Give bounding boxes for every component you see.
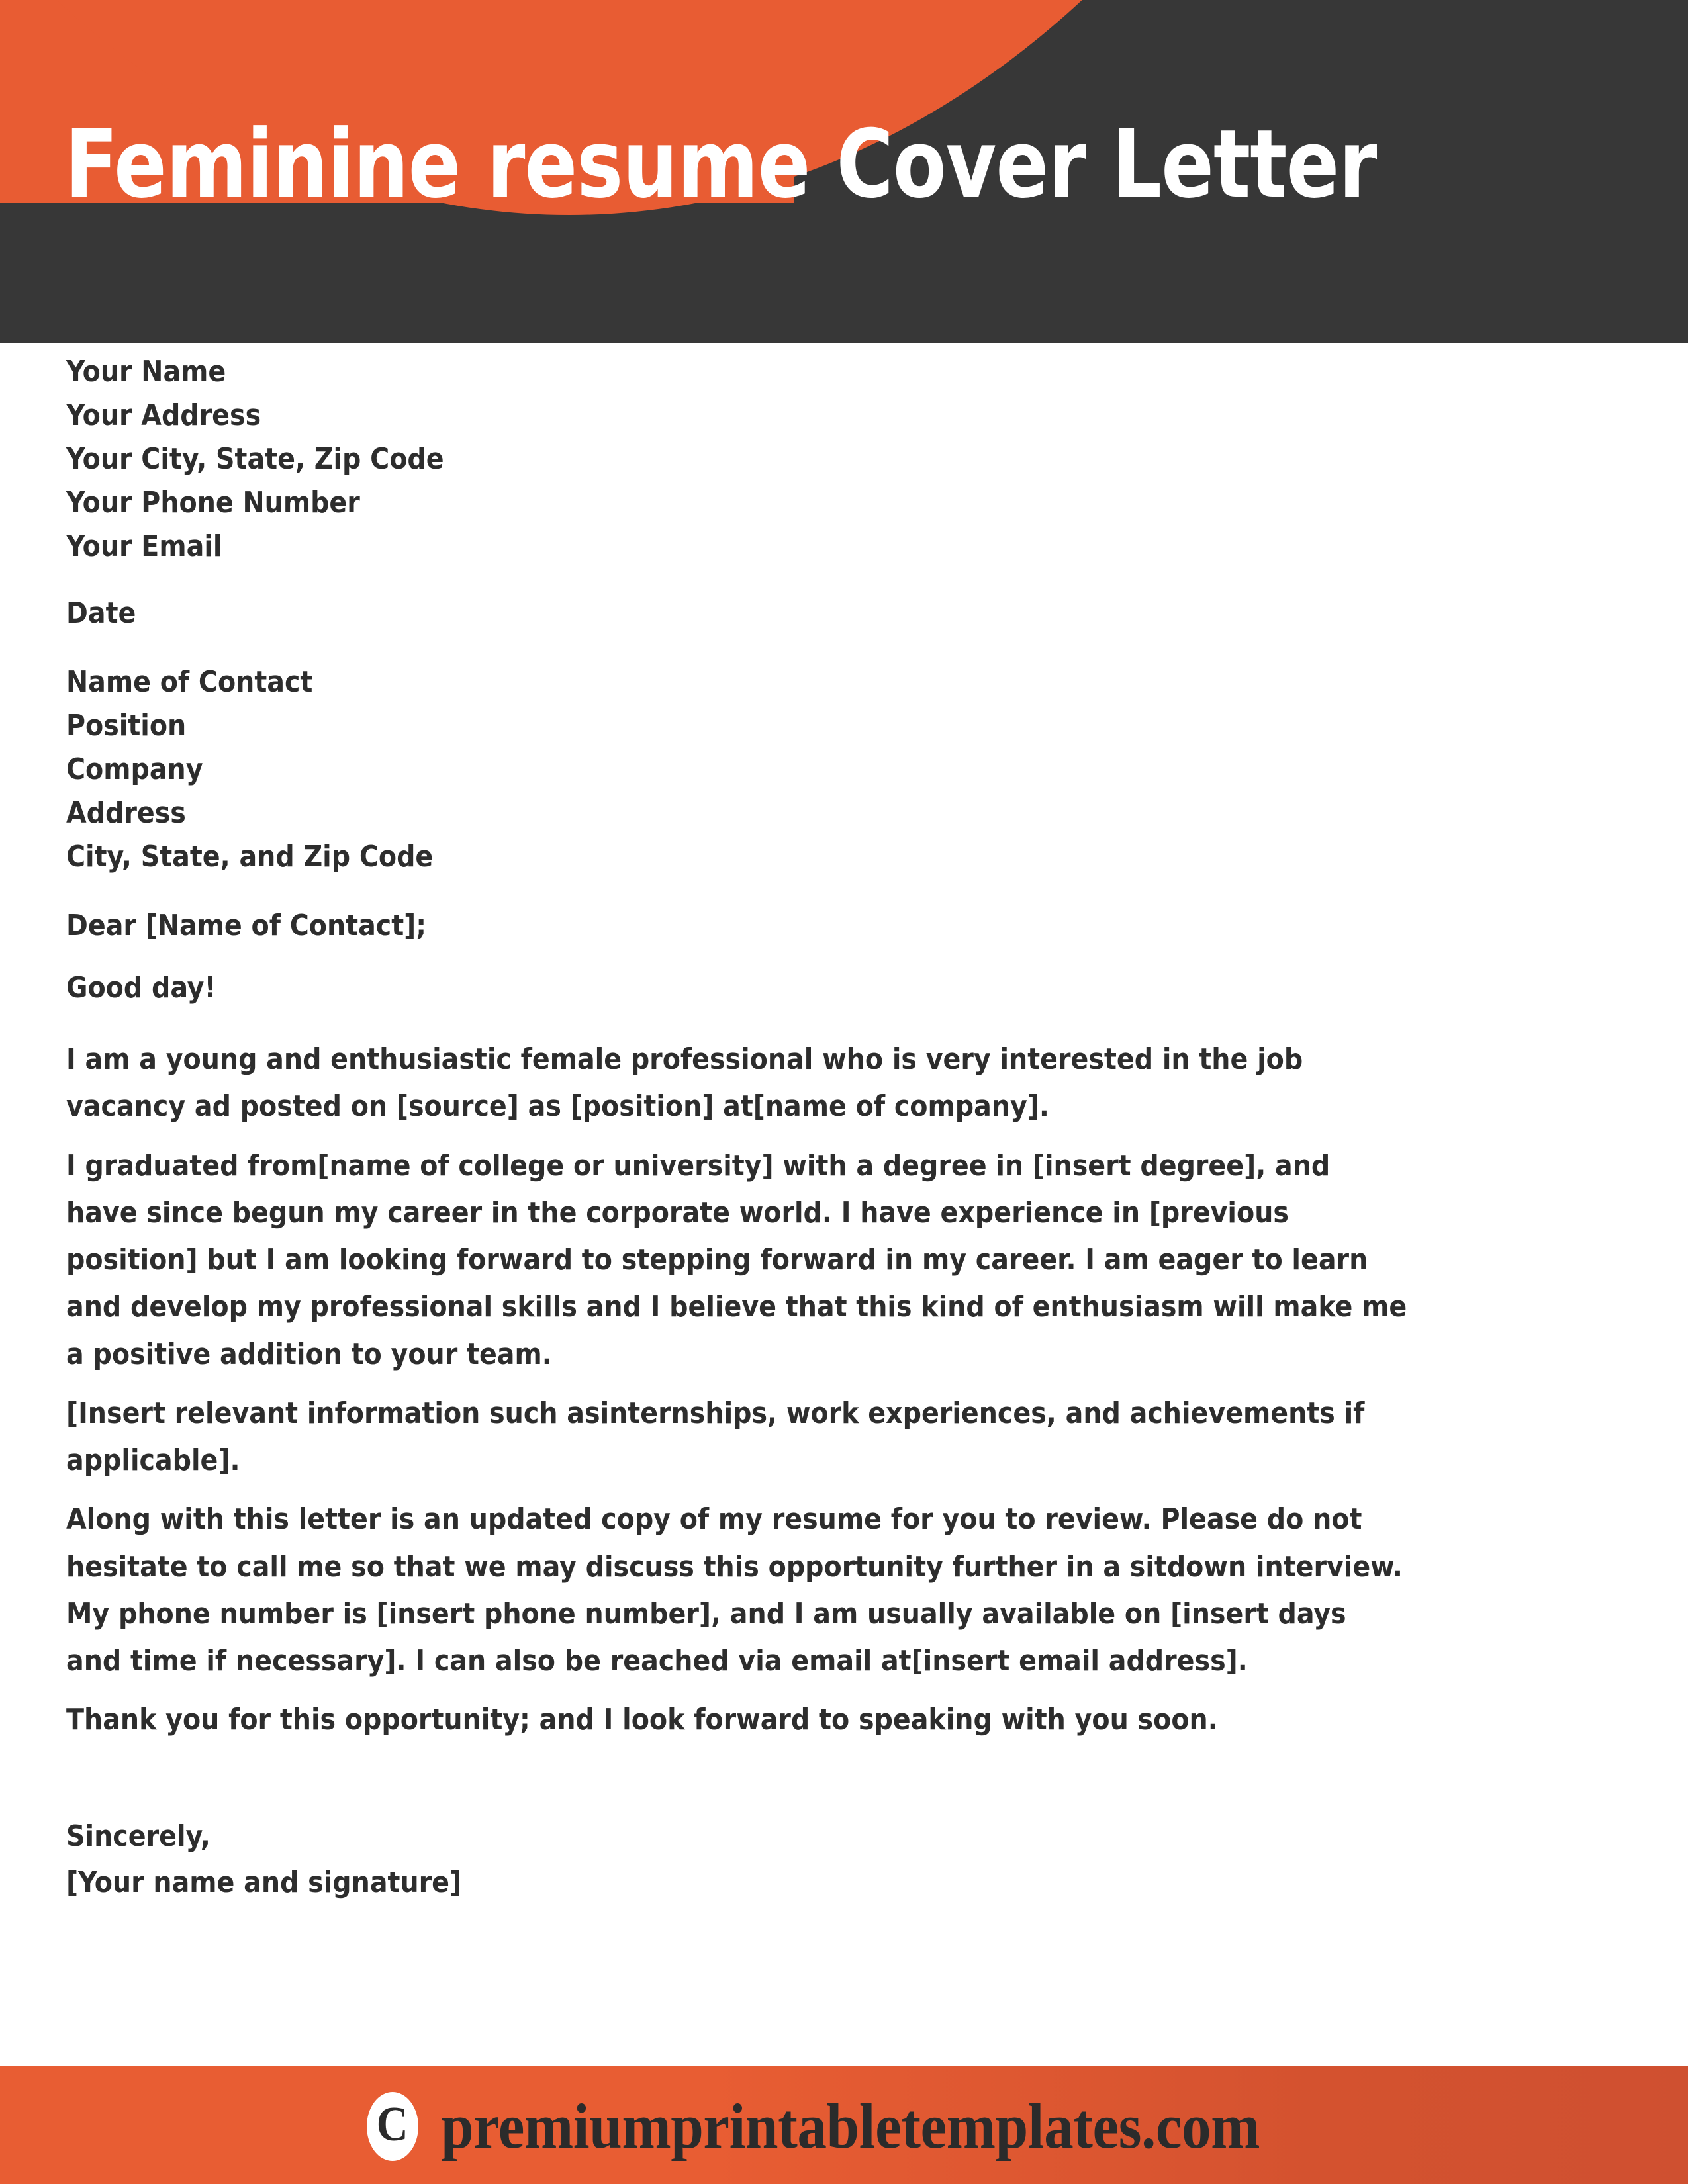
page-title: Feminine resume Cover Letter [65, 110, 1377, 219]
header-banner [0, 0, 1688, 343]
signature-name-line: [Your name and signature] [66, 1865, 462, 1899]
recipient-company: Company [66, 752, 203, 786]
body-paragraph-2: I graduated from[name of college or university] with a degree in [insert degree], and have since begun my career in the corporate world. I have experience in [previous position] but I am looking forward to stepping forward in my career. I am eager to learn and develop my professional skills and I believe that this kind of enthusiasm will make me a positive addition to your team. [66, 1148, 1407, 1371]
body-paragraph-1: I am a young and enthusiastic female professional who is very interested in the job vacancy ad posted on [source] as [position] at[name of company]. [66, 1042, 1303, 1124]
footer-banner [0, 2066, 1688, 2184]
recipient-contact-name: Name of Contact [66, 665, 313, 699]
body-paragraph-4: Along with this letter is an updated copy of my resume for you to review. Please do not hesitate to call me so that we may discuss this opportunity further in a sitdown interview. My phone number is [insert phone number], and I am usually available on [insert days and time if necessary]. I can also be reached via email at[insert email address]. [66, 1502, 1403, 1678]
recipient-city-state-zip: City, State, and Zip Code [66, 840, 434, 874]
sender-name: Your Name [66, 355, 226, 388]
sender-email: Your Email [66, 529, 222, 563]
sender-address-block [66, 357, 1410, 561]
sender-phone: Your Phone Number [66, 486, 360, 520]
greeting: Good day! [66, 971, 216, 1005]
footer-branding [367, 2092, 1321, 2161]
recipient-position: Position [66, 709, 187, 743]
salutation: Dear [Name of Contact]; [66, 909, 427, 942]
signature-closing: Sincerely, [66, 1819, 211, 1853]
letter-body [66, 357, 1410, 1897]
recipient-address: Address [66, 796, 186, 830]
body-paragraph-5: Thank you for this opportunity; and I look forward to speaking with you soon. [66, 1703, 1218, 1737]
sender-address: Your Address [66, 398, 261, 432]
date-field: Date [66, 596, 136, 630]
recipient-address-block [66, 665, 1410, 874]
logo-letter: C [376, 2097, 408, 2152]
sender-city-state-zip: Your City, State, Zip Code [66, 442, 444, 476]
footer-website-url[interactable]: premiumprintabletemplates.com [440, 2091, 1260, 2161]
body-paragraph-3: [Insert relevant information such asinternships, work experiences, and achievements if applicable]. [66, 1396, 1365, 1478]
copyright-c-icon [367, 2092, 418, 2161]
